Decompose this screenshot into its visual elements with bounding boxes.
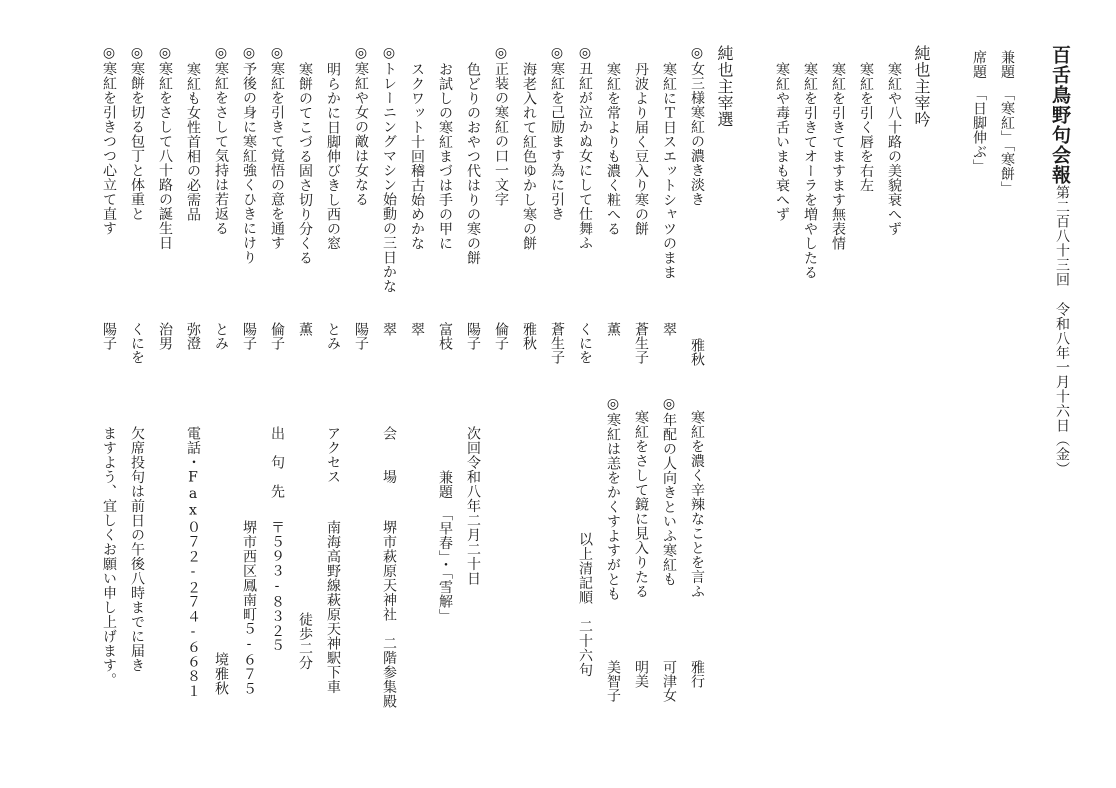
- haiku-author: とみ: [325, 322, 341, 350]
- selected-haiku: ◎トレーニングマシン始動の三日かな: [381, 45, 397, 294]
- haiku-author: 倫子: [269, 322, 285, 350]
- haiku-author: 富枝: [437, 322, 453, 350]
- next-meeting-date: 次回令和八年二月二十日: [465, 426, 481, 586]
- haiku-author: 翠: [661, 322, 677, 336]
- selected-haiku: 色どりのおやつ代はりの寒の餅: [465, 62, 481, 265]
- absentee-note-cont: ますよう、宜しくお願い申し上げます。: [101, 426, 117, 687]
- shugin-haiku: 寒紅や毒舌いまも衰へず: [774, 62, 790, 222]
- issue-number: 第二百八十三回: [1054, 185, 1070, 287]
- next-kendai: 兼題 「早春」・「雪解」: [437, 470, 453, 623]
- absentee-note: 欠席投句は前日の午後八時までに届き: [129, 426, 145, 673]
- sensen-heading: 純也主宰選: [715, 45, 734, 128]
- selected-haiku: 明らかに日脚伸びきし西の窓: [325, 62, 341, 251]
- haiku-author: 陽子: [353, 322, 369, 350]
- selected-haiku: ◎寒紅を己励ます為に引き: [549, 45, 565, 221]
- selected-haiku: ◎寒紅をさして八十路の誕生日: [157, 45, 173, 250]
- haiku-author: 陽子: [465, 322, 481, 350]
- selected-haiku: スクワット十回稽古始めかな: [409, 62, 425, 251]
- shugin-haiku: 寒紅を引く唇を右左: [858, 62, 874, 193]
- address: 堺市西区鳳南町５-６７５: [241, 520, 257, 696]
- haiku-author: 翠: [409, 322, 425, 336]
- selected-haiku: 寒紅にＴ日スエットシャツのまま: [661, 62, 677, 280]
- haiku-author: くにを: [577, 322, 593, 364]
- haiku-author: 雅秋: [689, 338, 705, 366]
- phone-number: ０７２-２７４-６６８１: [185, 520, 201, 698]
- selected-haiku: ◎寒紅を引きつつ心立て直す: [101, 45, 117, 236]
- haiku-author: 薫: [605, 322, 621, 336]
- haiku-author: くにを: [129, 322, 145, 364]
- haiku-author: 蒼生子: [633, 322, 649, 364]
- shugin-heading: 純也主宰吟: [912, 45, 931, 128]
- submission-label: 出 句 先: [269, 426, 285, 499]
- haiku-author: 翠: [381, 322, 397, 336]
- sekidai-topic: 席題 「日脚伸ぶ」: [971, 50, 987, 174]
- selected-haiku: ◎女三様寒紅の濃き淡き: [689, 45, 705, 207]
- haiku-author: 弥澄: [185, 322, 201, 350]
- haiku-author: 倫子: [493, 322, 509, 350]
- issue-date: 令和八年一月十六日（金）: [1054, 302, 1070, 476]
- haiku-author: 治男: [157, 322, 173, 350]
- walk-time: 徒歩二分: [297, 612, 313, 670]
- access-label: アクセス: [325, 426, 341, 484]
- haiku-author: 陽子: [241, 322, 257, 350]
- selected-haiku: ◎寒紅は恙をかくすよすがとも: [605, 396, 621, 601]
- selected-haiku: 寒餅のてこづる固さ切り分くる: [297, 62, 313, 265]
- closing-count: 以上清記順 二十六句: [577, 532, 593, 677]
- postal-code: 〒５９３-８３２５: [269, 520, 285, 653]
- selected-haiku: 寒紅を常よりも濃く粧へる: [605, 62, 621, 236]
- venue-label: 会 場: [381, 426, 397, 484]
- haiku-author: 陽子: [101, 322, 117, 350]
- haiku-author: 薫: [297, 322, 313, 336]
- selected-haiku: ◎正装の寒紅の口一文字: [493, 45, 509, 207]
- kendai-topic: 兼題 「寒紅」「寒餅」: [999, 50, 1015, 196]
- selected-haiku: お試しの寒紅まづは手の甲に: [437, 62, 453, 251]
- phone-label: 電話・Fax: [185, 426, 201, 519]
- venue: 堺市萩原天神社 二階参集殿: [381, 520, 397, 709]
- shugin-haiku: 寒紅を引きてオーラを増やしたる: [802, 62, 818, 280]
- selected-haiku: ◎寒餅を切る包丁と体重と: [129, 45, 145, 221]
- selected-haiku: ◎年配の人向きといふ寒紅も: [661, 396, 677, 587]
- selected-haiku: ◎寒紅を引きて覚悟の意を通す: [269, 45, 285, 250]
- shugin-haiku: 寒紅を引きてますます無表情: [830, 62, 846, 251]
- haiku-author: 雅秋: [521, 322, 537, 350]
- selected-haiku: 寒紅をさして鏡に見入りたる: [633, 410, 649, 599]
- selected-haiku: 寒紅も女性首相の必需品: [185, 62, 201, 222]
- access: 南海高野線萩原天神駅下車: [325, 520, 341, 694]
- haiku-author: とみ: [213, 322, 229, 350]
- selected-haiku: 寒紅を濃く辛辣なことを言ふ: [689, 410, 705, 599]
- haiku-author: 美智子: [605, 660, 621, 702]
- selected-haiku: ◎丑紅が泣かぬ女にして仕舞ふ: [577, 45, 593, 250]
- haiku-author: 蒼生子: [549, 322, 565, 364]
- haiku-author: 明美: [633, 660, 649, 688]
- selected-haiku: ◎予後の身に寒紅強くひきにけり: [241, 45, 257, 265]
- selected-haiku: 丹波より届く豆入り寒の餅: [633, 62, 649, 236]
- bulletin-title: 百舌鳥野句会報: [1049, 45, 1071, 185]
- haiku-author: 雅行: [689, 660, 705, 688]
- recipient: 境雅秋: [213, 652, 229, 696]
- selected-haiku: ◎寒紅や女の敵は女なる: [353, 45, 369, 207]
- shugin-haiku: 寒紅や八十路の美貌衰へず: [886, 62, 902, 236]
- selected-haiku: ◎寒紅をさして気持は若返る: [213, 45, 229, 236]
- haiku-author: 可津女: [661, 660, 677, 702]
- selected-haiku: 海老入れて紅色ゆかし寒の餅: [521, 62, 537, 251]
